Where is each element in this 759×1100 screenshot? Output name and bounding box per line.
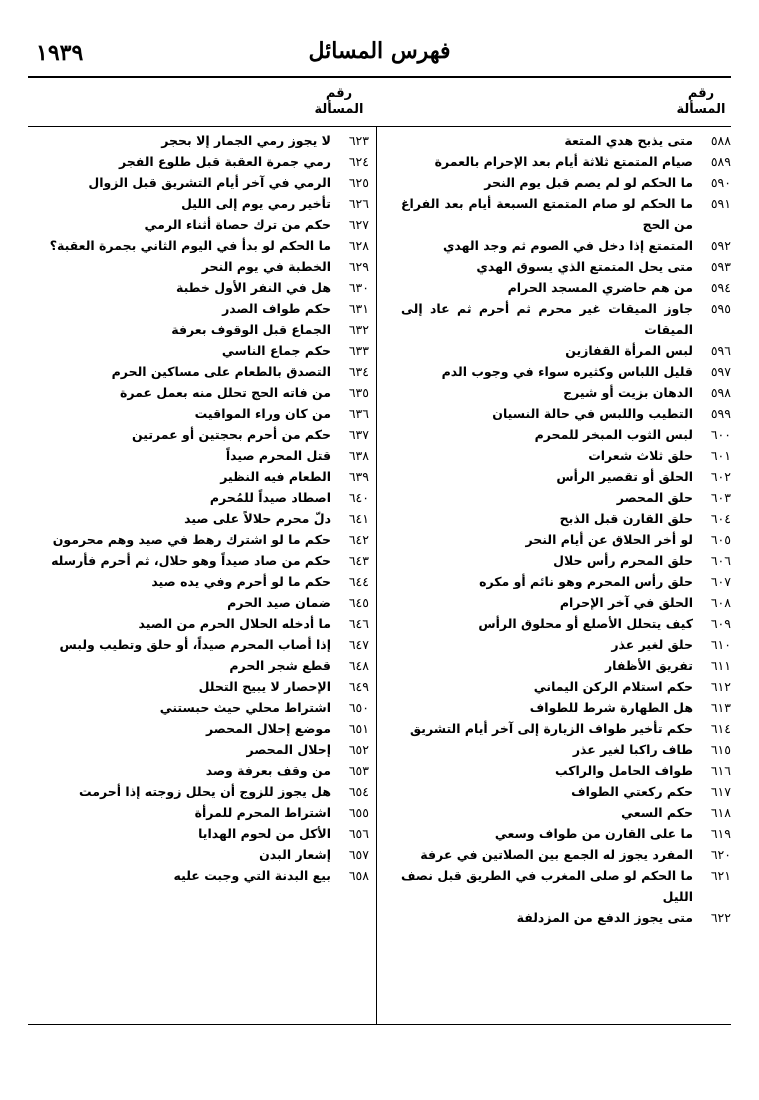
index-entry	[39, 193, 369, 214]
entry-number: ٦٥٤	[348, 784, 369, 799]
entry-number: ٦١٩	[710, 826, 731, 841]
index-entry	[401, 466, 731, 487]
index-entry	[39, 466, 369, 487]
entry-title: ما أدخله الحلال الحرم من الصيد	[138, 616, 331, 631]
entry-title: الخطبة في يوم النحر	[201, 259, 331, 274]
entry-title: إذا أصاب المحرم صيداً، أو حلق وتطيب ولبس	[59, 637, 331, 652]
index-entry	[401, 151, 731, 172]
index-entry	[39, 592, 369, 613]
entry-number: ٥٩٢	[710, 238, 731, 253]
entry-number: ٦٥١	[348, 721, 369, 736]
entry-title: ما على القارن من طواف وسعي	[494, 826, 693, 841]
index-entry	[401, 697, 731, 718]
entry-number: ٦١١	[710, 658, 731, 673]
entry-title: حكم ما لو اشترك رهط في صيد وهم محرمون	[52, 532, 331, 547]
entry-title: من فاته الحج تحلل منه بعمل عمرة	[120, 385, 331, 400]
entry-title: لبس الثوب المبخر للمحرم	[534, 427, 693, 442]
entry-number: ٦٣٢	[348, 322, 369, 337]
column-header-line1: رقم	[325, 86, 353, 101]
index-entry	[401, 298, 731, 340]
entry-number: ٦٤٩	[348, 679, 369, 694]
entry-title: قطع شجر الحرم	[229, 658, 331, 673]
index-entry	[401, 235, 731, 256]
entry-title: لا يجوز رمي الجمار إلا بحجر	[161, 133, 331, 148]
index-entry	[401, 256, 731, 277]
entry-number: ٦١٤	[710, 721, 731, 736]
index-entry	[401, 823, 731, 844]
entry-number: ٥٩٩	[710, 406, 731, 421]
index-entry	[401, 592, 731, 613]
column-header-line2: المسألة	[314, 102, 364, 117]
index-entry	[401, 193, 731, 235]
index-entry	[401, 424, 731, 445]
entry-number: ٦٥٨	[348, 868, 369, 883]
entry-number: ٦٢١	[710, 868, 731, 883]
index-entry	[401, 571, 731, 592]
entry-number: ٦٢٩	[348, 259, 369, 274]
entry-title: ضمان صيد الحرم	[227, 595, 331, 610]
entry-number: ٥٩٥	[710, 301, 731, 316]
entry-number: ٥٩٤	[710, 280, 731, 295]
entry-title: اشتراط المحرم للمرأة	[194, 805, 331, 820]
page-number: ١٩٣٩	[36, 40, 84, 66]
index-entry	[401, 403, 731, 424]
index-entry	[401, 718, 731, 739]
index-entry	[39, 424, 369, 445]
index-entry	[401, 865, 731, 907]
entry-number: ٦٣٠	[348, 280, 369, 295]
index-entry	[401, 445, 731, 466]
entry-number: ٦٣٩	[348, 469, 369, 484]
index-entry	[39, 865, 369, 886]
entry-title: هل الطهارة شرط للطواف	[529, 700, 693, 715]
index-entry	[39, 445, 369, 466]
entry-number: ٦٤١	[348, 511, 369, 526]
entry-number: ٦٤٤	[348, 574, 369, 589]
index-entry	[39, 718, 369, 739]
entry-number: ٦٠٧	[710, 574, 731, 589]
index-entry	[39, 844, 369, 865]
entry-number: ٦٢٤	[348, 154, 369, 169]
entry-number: ٦٣٧	[348, 427, 369, 442]
index-entry	[39, 634, 369, 655]
entry-number: ٦٤٥	[348, 595, 369, 610]
entry-title: متى يجوز الدفع من المزدلفة	[516, 910, 693, 925]
right-column-header	[671, 86, 731, 118]
entry-number: ٦٠١	[710, 448, 731, 463]
index-entry	[39, 676, 369, 697]
entry-title: لو أخر الحلاق عن أيام النحر	[525, 532, 693, 547]
entry-title: التطيب واللبس في حالة النسيان	[492, 406, 693, 421]
entry-title: الحلق في آخر الإحرام	[559, 595, 693, 610]
index-entry	[39, 319, 369, 340]
entry-title: الدهان بزيت أو شيرج	[563, 385, 693, 400]
index-entry	[401, 907, 731, 928]
entry-number: ٥٩١	[710, 196, 731, 211]
entry-title: حكم من أحرم بحجتين أو عمرتين	[131, 427, 331, 442]
index-entry	[39, 298, 369, 319]
entry-title: حكم تأخير طواف الزيارة إلى آخر أيام التشريق	[409, 721, 693, 736]
entry-title: ما الحكم لو صام المتمتع السبعة أيام بعد الفراغ من الحج	[401, 196, 693, 232]
entry-number: ٦١٦	[710, 763, 731, 778]
entry-number: ٦١٣	[710, 700, 731, 715]
index-entry	[39, 655, 369, 676]
entry-title: صيام المتمتع ثلاثة أيام بعد الإحرام بالعمرة	[434, 154, 693, 169]
entry-title: إشعار البدن	[259, 847, 331, 862]
index-entry	[39, 739, 369, 760]
entry-number: ٦٥٢	[348, 742, 369, 757]
entry-number: ٦٣٣	[348, 343, 369, 358]
entry-number: ٦٣١	[348, 301, 369, 316]
index-entry	[39, 256, 369, 277]
index-entry	[39, 571, 369, 592]
entry-number: ٦٠٨	[710, 595, 731, 610]
column-divider	[376, 126, 377, 1024]
index-entry	[401, 760, 731, 781]
entry-title: ما الحكم لو بدأ في اليوم الثاني بجمرة العقبة؟	[49, 238, 331, 253]
entry-number: ٥٩٣	[710, 259, 731, 274]
entry-number: ٦٢٨	[348, 238, 369, 253]
left-column	[39, 130, 369, 886]
right-column	[401, 130, 731, 928]
entry-number: ٦٣٦	[348, 406, 369, 421]
entry-number: ٦٤٨	[348, 658, 369, 673]
entry-title: حكم جماع الناسي	[221, 343, 331, 358]
entry-title: حلق رأس المحرم وهو نائم أو مكره	[479, 574, 693, 589]
index-entry	[401, 277, 731, 298]
index-entry	[401, 844, 731, 865]
entry-title: حلق المحرم رأس حلال	[553, 553, 693, 568]
index-entry	[401, 676, 731, 697]
index-entry	[401, 739, 731, 760]
left-column-header	[309, 86, 369, 118]
entry-number: ٦٣٤	[348, 364, 369, 379]
entry-number: ٦٢٣	[348, 133, 369, 148]
entry-number: ٦١٨	[710, 805, 731, 820]
index-entry	[401, 130, 731, 151]
entry-title: حلق لغير عذر	[611, 637, 693, 652]
entry-number: ٥٨٨	[710, 133, 731, 148]
index-entry	[39, 235, 369, 256]
index-entry	[39, 277, 369, 298]
entry-title: هل في النفر الأول خطبة	[176, 280, 331, 295]
index-entry	[39, 214, 369, 235]
entry-title: حلق المحصر	[616, 490, 693, 505]
entry-title: كيف يتحلل الأصلع أو محلوق الرأس	[478, 616, 693, 631]
index-entry	[401, 487, 731, 508]
entry-title: المتمتع إذا دخل في الصوم ثم وجد الهدي	[442, 238, 693, 253]
index-entry	[401, 781, 731, 802]
index-entry	[39, 697, 369, 718]
index-entry	[39, 382, 369, 403]
index-entry	[39, 529, 369, 550]
index-entry	[39, 361, 369, 382]
entry-title: قليل اللباس وكثيره سواء في وجوب الدم	[441, 364, 693, 379]
index-entry	[39, 403, 369, 424]
entry-number: ٥٩٧	[710, 364, 731, 379]
entry-title: الإحصار لا يبيح التحلل	[198, 679, 331, 694]
entry-number: ٦٠٥	[710, 532, 731, 547]
entry-number: ٦٥٠	[348, 700, 369, 715]
entry-number: ٦٠٤	[710, 511, 731, 526]
entry-title: متى يحل المتمتع الذي يسوق الهدي	[476, 259, 693, 274]
entry-number: ٦٥٣	[348, 763, 369, 778]
entry-number: ٦٣٥	[348, 385, 369, 400]
index-entry	[39, 781, 369, 802]
entry-title: حكم من ترك حصاة أثناء الرمي	[144, 217, 331, 232]
entry-number: ٦٤٣	[348, 553, 369, 568]
entry-title: من وقف بعرفة وصد	[205, 763, 331, 778]
entry-title: متى يذبح هدي المتعة	[564, 133, 693, 148]
index-entry	[39, 823, 369, 844]
entry-title: المفرد يجوز له الجمع بين الصلاتين في عرفة	[420, 847, 693, 862]
index-entry	[39, 613, 369, 634]
entry-number: ٦٢٠	[710, 847, 731, 862]
index-entry	[39, 550, 369, 571]
entry-title: هل يجوز للزوج أن يحلل زوجته إذا أحرمت	[79, 784, 331, 799]
entry-number: ٦١٧	[710, 784, 731, 799]
entry-title: اصطاد صيداً للمُحرم	[209, 490, 331, 505]
index-entry	[401, 550, 731, 571]
entry-title: الحلق أو تقصير الرأس	[556, 469, 693, 484]
entry-title: الجماع قبل الوقوف بعرفة	[171, 322, 331, 337]
index-entry	[401, 361, 731, 382]
entry-title: لبس المرأة القفازين	[565, 343, 693, 358]
entry-number: ٦٠٩	[710, 616, 731, 631]
entry-number: ٦٠٣	[710, 490, 731, 505]
index-entry	[401, 613, 731, 634]
entry-title: الطعام فيه النظير	[220, 469, 331, 484]
entry-title: دلّ محرم حلالاً على صيد	[184, 511, 331, 526]
entry-title: التصدق بالطعام على مساكين الحرم	[111, 364, 331, 379]
index-entry	[401, 634, 731, 655]
entry-number: ٦٢٥	[348, 175, 369, 190]
entry-number: ٦٥٦	[348, 826, 369, 841]
index-entry	[401, 529, 731, 550]
entry-title: تفريق الأظفار	[604, 658, 693, 673]
index-entry	[401, 172, 731, 193]
entry-number: ٦١٥	[710, 742, 731, 757]
footer-rule	[28, 1024, 731, 1025]
entry-number: ٦٥٥	[348, 805, 369, 820]
index-entry	[401, 508, 731, 529]
entry-number: ٥٨٩	[710, 154, 731, 169]
entry-number: ٦٤٧	[348, 637, 369, 652]
entry-title: حكم ركعتي الطواف	[571, 784, 693, 799]
entry-title: اشتراط محلي حيث حبستني	[159, 700, 331, 715]
index-entry	[39, 172, 369, 193]
entry-title: تأخير رمي يوم إلى الليل	[181, 196, 331, 211]
page-title: فهرس المسائل	[308, 38, 451, 64]
entry-title: حكم استلام الركن اليماني	[533, 679, 693, 694]
entry-title: ما الحكم لو صلى المغرب في الطريق قبل نصف الليل	[401, 868, 693, 904]
index-entry	[401, 655, 731, 676]
column-header-line2: المسألة	[676, 102, 726, 117]
index-entry	[39, 760, 369, 781]
entry-number: ٦١٠	[710, 637, 731, 652]
entry-number: ٦٠٦	[710, 553, 731, 568]
entry-number: ٦٤٦	[348, 616, 369, 631]
index-entry	[39, 487, 369, 508]
index-entry	[39, 802, 369, 823]
entry-number: ٥٩٨	[710, 385, 731, 400]
entry-title: حلق ثلاث شعرات	[588, 448, 693, 463]
entry-number: ٥٩٦	[710, 343, 731, 358]
index-entry	[401, 382, 731, 403]
entry-number: ٦٢٦	[348, 196, 369, 211]
entry-title: ما الحكم لو لم يصم قبل يوم النحر	[484, 175, 693, 190]
entry-number: ٦١٢	[710, 679, 731, 694]
entry-title: من هم حاضري المسجد الحرام	[507, 280, 693, 295]
entry-title: رمي جمرة العقبة قبل طلوع الفجر	[118, 154, 331, 169]
entry-title: طاف راكبا لغير عذر	[572, 742, 693, 757]
entry-title: حكم طواف الصدر	[222, 301, 331, 316]
entry-title: الأكل من لحوم الهدايا	[198, 826, 331, 841]
entry-number: ٦٢٢	[710, 910, 731, 925]
entry-number: ٦٢٧	[348, 217, 369, 232]
index-entry	[39, 130, 369, 151]
header-rule	[28, 76, 731, 78]
entry-title: إحلال المحصر	[246, 742, 331, 757]
entry-title: حكم ما لو أحرم وفي يده صيد	[151, 574, 331, 589]
entry-title: من كان وراء المواقيت	[194, 406, 331, 421]
entry-title: الرمي في آخر أيام التشريق قبل الزوال	[88, 175, 331, 190]
index-entry	[401, 340, 731, 361]
entry-title: حلق القارن قبل الذبح	[559, 511, 693, 526]
entry-number: ٦٤٢	[348, 532, 369, 547]
entry-number: ٦٠٢	[710, 469, 731, 484]
entry-title: قتل المحرم صيداً	[225, 448, 331, 463]
index-entry	[39, 340, 369, 361]
entry-title: حكم من صاد صيداً وهو حلال، ثم أحرم فأرسله	[51, 553, 331, 568]
entry-title: طواف الحامل والراكب	[554, 763, 693, 778]
entry-number: ٦٥٧	[348, 847, 369, 862]
column-header-rule	[28, 126, 731, 127]
entry-title: بيع البدنة التي وجبت عليه	[173, 868, 331, 883]
index-entry	[401, 802, 731, 823]
entry-number: ٦٣٨	[348, 448, 369, 463]
column-header-line1: رقم	[687, 86, 715, 101]
entry-number: ٦٠٠	[710, 427, 731, 442]
entry-title: موضع إحلال المحصر	[206, 721, 331, 736]
index-entry	[39, 151, 369, 172]
entry-title: جاوز الميقات غير محرم ثم أحرم ثم عاد إلى الميقات	[401, 301, 693, 337]
index-entry	[39, 508, 369, 529]
entry-number: ٦٤٠	[348, 490, 369, 505]
entry-number: ٥٩٠	[710, 175, 731, 190]
entry-title: حكم السعي	[621, 805, 693, 820]
